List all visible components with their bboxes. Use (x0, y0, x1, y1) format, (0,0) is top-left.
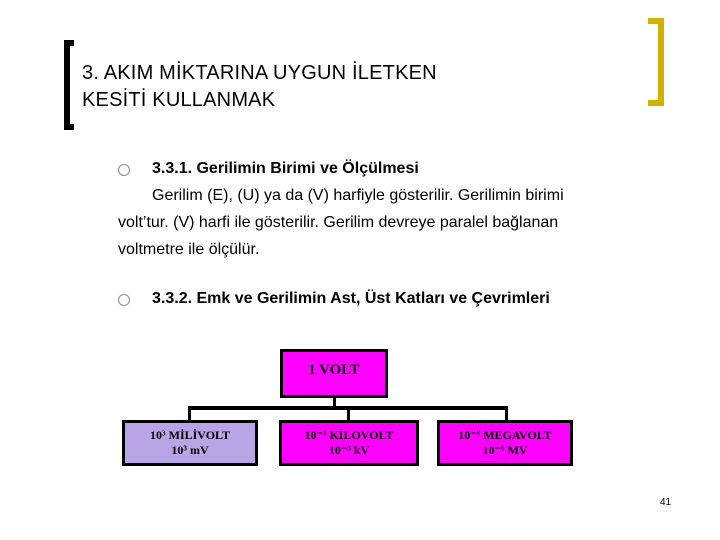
page-number: 41 (660, 497, 672, 508)
connector-vertical-mega (505, 406, 508, 420)
section-1-line-3: voltmetre ile ölçülür. (118, 241, 260, 258)
title-line-2: KESİTİ KULLANMAK (82, 89, 276, 111)
milivolt-unit: 10³ mV (171, 443, 209, 457)
diagram-box-kilovolt (279, 420, 419, 466)
title-line-1: 3. AKIM MİKTARINA UYGUN İLETKEN (82, 62, 437, 84)
title-bracket-left (64, 40, 74, 130)
title-bracket-right (648, 18, 664, 106)
section-1-line-1: Gerilim (E), (U) ya da (V) harfiyle gösterilir. Gerilimin birimi (152, 187, 564, 204)
kilovolt-unit: 10⁻³ kV (328, 443, 370, 457)
section-1-heading: 3.3.1. Gerilimin Birimi ve Ölçülmesi (152, 160, 419, 177)
diagram-box-megavolt (437, 420, 573, 466)
section-2-heading: 3.3.2. Emk ve Gerilimin Ast, Üst Katları ve Çevrimleri (152, 290, 550, 307)
bullet-circle-icon (118, 164, 130, 176)
diagram-root-box (280, 349, 388, 398)
bullet-circle-icon (118, 294, 130, 306)
diagram-box-milivolt (122, 420, 258, 466)
section-1-line-2: volt’tur. (V) harfi ile gösterilir. Gerilim devreye paralel bağlanan (118, 214, 559, 231)
diagram-root-label: 1 VOLT (308, 362, 360, 378)
slide-title (82, 60, 622, 114)
megavolt-unit: 10⁻⁶ MV (482, 443, 528, 457)
connector-vertical-kilo (347, 406, 350, 420)
milivolt-label: 10³ MİLİVOLT (150, 428, 230, 442)
kilovolt-label: 10⁻³ KİLOVOLT (304, 428, 394, 442)
megavolt-label: 10⁻⁶ MEGAVOLT (458, 428, 552, 442)
connector-vertical-mili (188, 406, 191, 420)
